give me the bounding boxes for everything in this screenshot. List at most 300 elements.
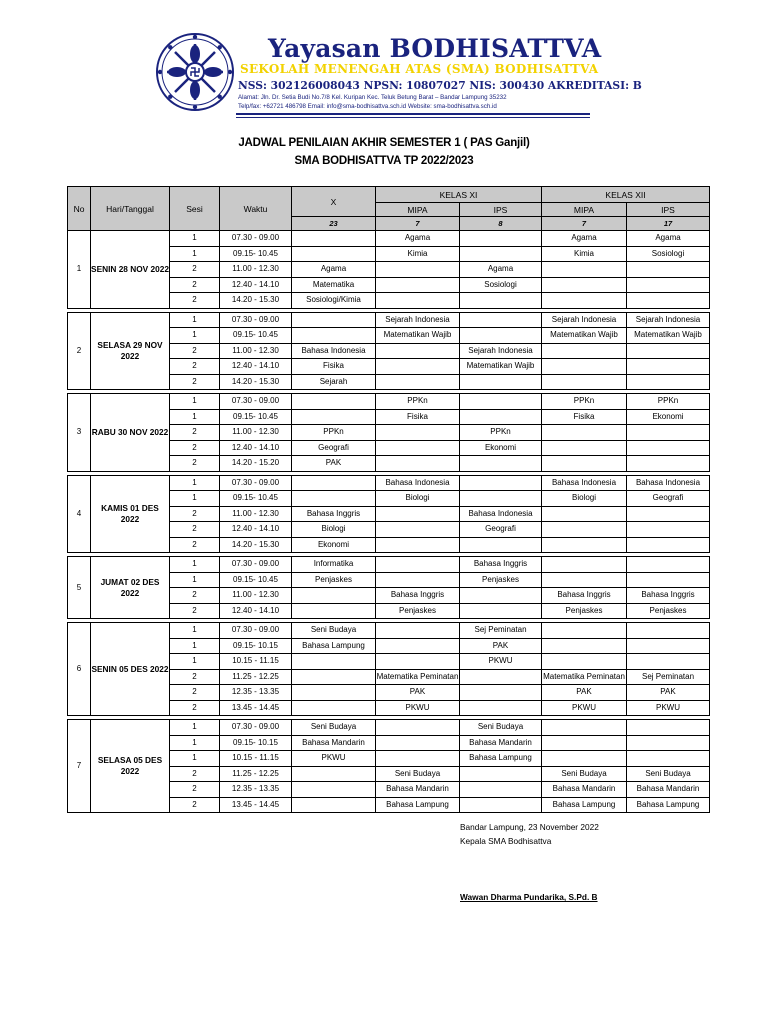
cell-xi-mipa: Bahasa Lampung xyxy=(376,797,460,813)
cell-sesi: 2 xyxy=(170,700,220,716)
cell-class-x: Biologi xyxy=(292,522,376,538)
table-row xyxy=(68,394,710,410)
cell-xi-ips: Matematikan Wajib xyxy=(460,359,542,375)
cell-xi-ips: Sej Peminatan xyxy=(460,623,542,639)
cell-xi-mipa xyxy=(376,638,460,654)
school-address: Alamat: Jln. Dr. Setia Budi No.7/8 Kel. Kuripan Kec. Teluk Betung Barat – Bandar Lampung 35232 xyxy=(238,94,507,101)
cell-xi-mipa: Penjaskes xyxy=(376,603,460,619)
signature-name: Wawan Dharma Pundarika, S.Pd. B xyxy=(460,892,598,902)
cell-waktu: 07.30 - 09.00 xyxy=(220,557,292,573)
cell-xi-ips: Bahasa Mandarin xyxy=(460,735,542,751)
cell-xii-mipa xyxy=(542,572,627,588)
signature-place-date: Bandar Lampung, 23 November 2022 xyxy=(460,822,599,832)
cell-xii-ips: Agama xyxy=(627,231,710,247)
cell-xi-ips: PKWU xyxy=(460,654,542,670)
cell-sesi: 2 xyxy=(170,440,220,456)
cell-sesi: 1 xyxy=(170,654,220,670)
cell-sesi: 2 xyxy=(170,603,220,619)
cell-xii-mipa xyxy=(542,506,627,522)
cell-xii-mipa xyxy=(542,277,627,293)
cell-waktu: 11.25 - 12.25 xyxy=(220,669,292,685)
cell-xi-ips xyxy=(460,374,542,390)
count-xii-ips: 17 xyxy=(627,217,710,231)
cell-xi-mipa: Kimia xyxy=(376,246,460,262)
cell-class-x: Seni Budaya xyxy=(292,623,376,639)
cell-sesi: 2 xyxy=(170,797,220,813)
cell-sesi: 2 xyxy=(170,359,220,375)
cell-class-x: Matematika xyxy=(292,277,376,293)
cell-xi-ips xyxy=(460,797,542,813)
day-date: SENIN 28 NOV 2022 xyxy=(91,231,170,309)
cell-xii-mipa: Bahasa Mandarin xyxy=(542,782,627,798)
cell-waktu: 12.40 - 14.10 xyxy=(220,277,292,293)
cell-xi-mipa xyxy=(376,654,460,670)
cell-class-x xyxy=(292,491,376,507)
cell-xii-ips xyxy=(627,537,710,553)
cell-xi-mipa xyxy=(376,262,460,278)
cell-sesi: 2 xyxy=(170,506,220,522)
cell-waktu: 07.30 - 09.00 xyxy=(220,231,292,247)
cell-xi-mipa: Seni Budaya xyxy=(376,766,460,782)
cell-xi-mipa xyxy=(376,572,460,588)
cell-xi-mipa xyxy=(376,359,460,375)
cell-waktu: 10.15 - 11.15 xyxy=(220,751,292,767)
cell-xi-ips: Penjaskes xyxy=(460,572,542,588)
cell-waktu: 07.30 - 09.00 xyxy=(220,720,292,736)
cell-xii-mipa: Bahasa Inggris xyxy=(542,588,627,604)
cell-sesi: 1 xyxy=(170,557,220,573)
cell-class-x: Informatika xyxy=(292,557,376,573)
cell-sesi: 2 xyxy=(170,685,220,701)
cell-class-x: Ekonomi xyxy=(292,537,376,553)
cell-xii-mipa xyxy=(542,343,627,359)
cell-sesi: 2 xyxy=(170,374,220,390)
day-number: 6 xyxy=(68,623,91,716)
cell-xi-ips xyxy=(460,669,542,685)
cell-xii-ips: Bahasa Lampung xyxy=(627,797,710,813)
table-row xyxy=(68,312,710,328)
day-number: 7 xyxy=(68,720,91,813)
cell-xi-ips xyxy=(460,782,542,798)
cell-waktu: 09.15- 10.45 xyxy=(220,409,292,425)
cell-xi-mipa xyxy=(376,374,460,390)
day-date: KAMIS 01 DES 2022 xyxy=(91,475,170,553)
cell-waktu: 11.25 - 12.25 xyxy=(220,766,292,782)
cell-class-x xyxy=(292,312,376,328)
cell-waktu: 14.20 - 15.30 xyxy=(220,293,292,309)
cell-sesi: 1 xyxy=(170,312,220,328)
cell-class-x xyxy=(292,669,376,685)
cell-xi-mipa: Bahasa Mandarin xyxy=(376,782,460,798)
cell-xi-mipa xyxy=(376,440,460,456)
cell-xi-mipa: Matematika Peminatan xyxy=(376,669,460,685)
cell-waktu: 12.35 - 13.35 xyxy=(220,685,292,701)
exam-schedule-table xyxy=(67,186,710,813)
header-class-x: X xyxy=(292,187,376,217)
cell-sesi: 1 xyxy=(170,409,220,425)
cell-sesi: 1 xyxy=(170,751,220,767)
count-xii-mipa: 7 xyxy=(542,217,627,231)
header-kelas-xii: KELAS XII xyxy=(542,187,710,203)
cell-sesi: 1 xyxy=(170,572,220,588)
cell-xi-ips xyxy=(460,588,542,604)
cell-xii-ips xyxy=(627,343,710,359)
day-date: SELASA 05 DES 2022 xyxy=(91,720,170,813)
cell-sesi: 2 xyxy=(170,588,220,604)
cell-waktu: 09.15- 10.15 xyxy=(220,638,292,654)
cell-class-x: Sosiologi/Kimia xyxy=(292,293,376,309)
cell-xi-ips xyxy=(460,700,542,716)
cell-xii-mipa: Penjaskes xyxy=(542,603,627,619)
cell-xii-ips: Bahasa Inggris xyxy=(627,588,710,604)
cell-xii-mipa xyxy=(542,456,627,472)
cell-class-x: Fisika xyxy=(292,359,376,375)
cell-xi-ips xyxy=(460,491,542,507)
cell-class-x: Geografi xyxy=(292,440,376,456)
header-no: No xyxy=(68,187,91,231)
cell-sesi: 2 xyxy=(170,782,220,798)
cell-xi-ips: Sosiologi xyxy=(460,277,542,293)
header-waktu: Waktu xyxy=(220,187,292,231)
cell-xii-mipa: PAK xyxy=(542,685,627,701)
cell-waktu: 07.30 - 09.00 xyxy=(220,623,292,639)
dharma-wheel-logo-icon xyxy=(155,32,235,112)
day-date: JUMAT 02 DES 2022 xyxy=(91,557,170,619)
cell-xii-mipa xyxy=(542,735,627,751)
cell-xii-mipa: Seni Budaya xyxy=(542,766,627,782)
cell-xi-ips xyxy=(460,246,542,262)
cell-xi-ips xyxy=(460,231,542,247)
cell-xii-ips xyxy=(627,262,710,278)
letterhead-rule-thin xyxy=(236,117,590,118)
cell-xi-mipa xyxy=(376,522,460,538)
cell-xi-mipa xyxy=(376,735,460,751)
cell-waktu: 09.15- 10.45 xyxy=(220,328,292,344)
cell-xi-mipa: Fisika xyxy=(376,409,460,425)
day-number: 4 xyxy=(68,475,91,553)
cell-sesi: 2 xyxy=(170,343,220,359)
cell-sesi: 1 xyxy=(170,735,220,751)
cell-class-x xyxy=(292,797,376,813)
cell-waktu: 14.20 - 15.20 xyxy=(220,456,292,472)
cell-xi-mipa: Bahasa Inggris xyxy=(376,588,460,604)
cell-class-x xyxy=(292,328,376,344)
cell-xii-mipa xyxy=(542,293,627,309)
cell-class-x: Bahasa Mandarin xyxy=(292,735,376,751)
cell-sesi: 2 xyxy=(170,537,220,553)
letterhead-rule xyxy=(236,113,590,115)
cell-class-x: Bahasa Inggris xyxy=(292,506,376,522)
cell-sesi: 1 xyxy=(170,231,220,247)
cell-xi-ips: Geografi xyxy=(460,522,542,538)
cell-xi-ips xyxy=(460,456,542,472)
schedule-body xyxy=(68,231,710,813)
cell-class-x: Bahasa Indonesia xyxy=(292,343,376,359)
cell-xii-mipa xyxy=(542,751,627,767)
cell-sesi: 1 xyxy=(170,623,220,639)
cell-sesi: 2 xyxy=(170,277,220,293)
cell-waktu: 12.40 - 14.10 xyxy=(220,603,292,619)
header-sesi: Sesi xyxy=(170,187,220,231)
cell-class-x: Agama xyxy=(292,262,376,278)
cell-xi-mipa xyxy=(376,343,460,359)
cell-xii-ips xyxy=(627,735,710,751)
cell-xii-ips xyxy=(627,623,710,639)
letterhead xyxy=(0,0,768,125)
cell-xii-mipa xyxy=(542,557,627,573)
cell-xii-ips: Ekonomi xyxy=(627,409,710,425)
cell-class-x xyxy=(292,782,376,798)
cell-xii-ips xyxy=(627,654,710,670)
cell-xi-mipa: PAK xyxy=(376,685,460,701)
cell-sesi: 1 xyxy=(170,491,220,507)
cell-xi-ips: Ekonomi xyxy=(460,440,542,456)
cell-xii-ips xyxy=(627,638,710,654)
cell-xii-ips: PKWU xyxy=(627,700,710,716)
cell-xii-ips: Bahasa Indonesia xyxy=(627,475,710,491)
cell-xii-mipa xyxy=(542,537,627,553)
cell-xi-mipa: PKWU xyxy=(376,700,460,716)
cell-class-x xyxy=(292,685,376,701)
cell-xii-ips: Sejarah Indonesia xyxy=(627,312,710,328)
cell-xii-ips xyxy=(627,572,710,588)
cell-class-x: PAK xyxy=(292,456,376,472)
cell-sesi: 1 xyxy=(170,720,220,736)
cell-class-x xyxy=(292,700,376,716)
cell-waktu: 11.00 - 12.30 xyxy=(220,506,292,522)
cell-xii-mipa: Bahasa Indonesia xyxy=(542,475,627,491)
cell-xi-mipa: Sejarah Indonesia xyxy=(376,312,460,328)
cell-waktu: 09.15- 10.45 xyxy=(220,246,292,262)
day-date: SENIN 05 DES 2022 xyxy=(91,623,170,716)
day-number: 5 xyxy=(68,557,91,619)
table-row xyxy=(68,720,710,736)
cell-waktu: 14.20 - 15.30 xyxy=(220,537,292,553)
cell-xii-mipa: Biologi xyxy=(542,491,627,507)
cell-xii-ips xyxy=(627,506,710,522)
cell-xi-ips xyxy=(460,293,542,309)
cell-xi-ips xyxy=(460,685,542,701)
cell-class-x: Penjaskes xyxy=(292,572,376,588)
cell-xi-mipa xyxy=(376,751,460,767)
cell-sesi: 2 xyxy=(170,522,220,538)
count-x: 23 xyxy=(292,217,376,231)
signature-role: Kepala SMA Bodhisattva xyxy=(460,836,552,846)
header-xii-mipa: MIPA xyxy=(542,203,627,217)
cell-xii-mipa: PKWU xyxy=(542,700,627,716)
cell-xii-mipa xyxy=(542,638,627,654)
cell-waktu: 11.00 - 12.30 xyxy=(220,425,292,441)
cell-xi-mipa: Biologi xyxy=(376,491,460,507)
table-row xyxy=(68,623,710,639)
cell-xii-mipa xyxy=(542,374,627,390)
cell-xi-ips xyxy=(460,475,542,491)
cell-xii-ips: PPKn xyxy=(627,394,710,410)
cell-xi-mipa xyxy=(376,425,460,441)
table-row xyxy=(68,557,710,573)
day-number: 3 xyxy=(68,394,91,472)
cell-waktu: 11.00 - 12.30 xyxy=(220,262,292,278)
cell-xii-mipa xyxy=(542,359,627,375)
cell-waktu: 07.30 - 09.00 xyxy=(220,394,292,410)
cell-xi-ips xyxy=(460,328,542,344)
header-xii-ips: IPS xyxy=(627,203,710,217)
cell-xii-ips xyxy=(627,374,710,390)
cell-xii-ips: PAK xyxy=(627,685,710,701)
cell-sesi: 1 xyxy=(170,328,220,344)
cell-xii-mipa xyxy=(542,654,627,670)
cell-xii-mipa: Kimia xyxy=(542,246,627,262)
cell-sesi: 2 xyxy=(170,262,220,278)
table-row xyxy=(68,231,710,247)
cell-xii-mipa: Matematikan Wajib xyxy=(542,328,627,344)
school-identifiers: NSS: 302126008043 NPSN: 10807027 NIS: 300430 AKREDITASI: B xyxy=(238,79,642,92)
cell-xii-mipa xyxy=(542,623,627,639)
cell-xii-ips: Sosiologi xyxy=(627,246,710,262)
cell-xii-ips: Penjaskes xyxy=(627,603,710,619)
cell-class-x xyxy=(292,231,376,247)
cell-xii-ips: Bahasa Mandarin xyxy=(627,782,710,798)
cell-xi-ips xyxy=(460,537,542,553)
cell-xi-mipa xyxy=(376,537,460,553)
cell-sesi: 2 xyxy=(170,456,220,472)
cell-xii-ips xyxy=(627,440,710,456)
document-subtitle: SMA BODHISATTVA TP 2022/2023 xyxy=(294,155,474,167)
cell-xii-ips: Sej Peminatan xyxy=(627,669,710,685)
cell-class-x: Sejarah xyxy=(292,374,376,390)
cell-waktu: 12.40 - 14.10 xyxy=(220,359,292,375)
cell-xii-ips xyxy=(627,277,710,293)
cell-xi-ips: Bahasa Inggris xyxy=(460,557,542,573)
cell-xii-mipa xyxy=(542,262,627,278)
cell-xi-mipa: Agama xyxy=(376,231,460,247)
count-xi-mipa: 7 xyxy=(376,217,460,231)
cell-sesi: 1 xyxy=(170,475,220,491)
cell-sesi: 1 xyxy=(170,638,220,654)
day-number: 2 xyxy=(68,312,91,390)
cell-xi-mipa xyxy=(376,293,460,309)
cell-xii-ips xyxy=(627,456,710,472)
cell-sesi: 1 xyxy=(170,246,220,262)
cell-xii-ips xyxy=(627,293,710,309)
cell-class-x xyxy=(292,766,376,782)
cell-xi-mipa xyxy=(376,456,460,472)
cell-xii-ips xyxy=(627,557,710,573)
school-contact: Telp/fax: +62721 486798 Email: info@sma-bodhisattva.sch.id Website: sma-bodhisattva.sch.id xyxy=(238,103,497,110)
cell-xi-ips xyxy=(460,409,542,425)
cell-xii-ips xyxy=(627,720,710,736)
cell-xii-mipa xyxy=(542,440,627,456)
header-xi-ips: IPS xyxy=(460,203,542,217)
cell-class-x: Seni Budaya xyxy=(292,720,376,736)
cell-waktu: 13.45 - 14.45 xyxy=(220,700,292,716)
cell-class-x xyxy=(292,475,376,491)
cell-xii-ips: Seni Budaya xyxy=(627,766,710,782)
cell-waktu: 12.35 - 13.35 xyxy=(220,782,292,798)
count-xi-ips: 8 xyxy=(460,217,542,231)
organization-name: Yayasan BODHISATTVA xyxy=(268,34,602,63)
cell-xi-mipa xyxy=(376,720,460,736)
day-date: RABU 30 NOV 2022 xyxy=(91,394,170,472)
document-title: JADWAL PENILAIAN AKHIR SEMESTER 1 ( PAS Ganjil) xyxy=(238,137,530,149)
cell-xi-mipa xyxy=(376,277,460,293)
cell-class-x xyxy=(292,246,376,262)
cell-xii-ips xyxy=(627,425,710,441)
cell-xii-mipa: PPKn xyxy=(542,394,627,410)
cell-class-x: Bahasa Lampung xyxy=(292,638,376,654)
cell-xii-ips xyxy=(627,522,710,538)
cell-xi-ips xyxy=(460,312,542,328)
cell-sesi: 2 xyxy=(170,766,220,782)
cell-xi-ips: Sejarah Indonesia xyxy=(460,343,542,359)
cell-xii-mipa xyxy=(542,522,627,538)
cell-waktu: 09.15- 10.45 xyxy=(220,572,292,588)
cell-xii-ips: Geografi xyxy=(627,491,710,507)
cell-xi-mipa: PPKn xyxy=(376,394,460,410)
cell-xi-ips: PPKn xyxy=(460,425,542,441)
cell-xi-ips: Bahasa Lampung xyxy=(460,751,542,767)
cell-xii-mipa xyxy=(542,720,627,736)
cell-xii-ips xyxy=(627,359,710,375)
header-kelas-xi: KELAS XI xyxy=(376,187,542,203)
cell-xii-mipa: Agama xyxy=(542,231,627,247)
cell-xii-ips: Matematikan Wajib xyxy=(627,328,710,344)
cell-xi-mipa: Matematikan Wajib xyxy=(376,328,460,344)
cell-waktu: 13.45 - 14.45 xyxy=(220,797,292,813)
cell-xi-ips xyxy=(460,603,542,619)
cell-sesi: 2 xyxy=(170,425,220,441)
cell-class-x xyxy=(292,394,376,410)
cell-sesi: 2 xyxy=(170,669,220,685)
cell-class-x xyxy=(292,588,376,604)
cell-xii-mipa: Sejarah Indonesia xyxy=(542,312,627,328)
cell-xi-mipa xyxy=(376,623,460,639)
school-name: SEKOLAH MENENGAH ATAS (SMA) BODHISATTVA xyxy=(240,62,599,76)
header-xi-mipa: MIPA xyxy=(376,203,460,217)
cell-waktu: 11.00 - 12.30 xyxy=(220,343,292,359)
cell-sesi: 1 xyxy=(170,394,220,410)
cell-xi-mipa: Bahasa Indonesia xyxy=(376,475,460,491)
cell-class-x: PPKn xyxy=(292,425,376,441)
cell-class-x xyxy=(292,654,376,670)
cell-xi-ips: Bahasa Indonesia xyxy=(460,506,542,522)
cell-class-x xyxy=(292,603,376,619)
cell-waktu: 07.30 - 09.00 xyxy=(220,312,292,328)
cell-waktu: 12.40 - 14.10 xyxy=(220,440,292,456)
cell-xi-mipa xyxy=(376,557,460,573)
header-day: Hari/Tanggal xyxy=(91,187,170,231)
table-row xyxy=(68,475,710,491)
cell-waktu: 09.15- 10.15 xyxy=(220,735,292,751)
cell-waktu: 07.30 - 09.00 xyxy=(220,475,292,491)
cell-class-x: PKWU xyxy=(292,751,376,767)
day-date: SELASA 29 NOV 2022 xyxy=(91,312,170,390)
cell-xi-ips: PAK xyxy=(460,638,542,654)
cell-xi-ips: Seni Budaya xyxy=(460,720,542,736)
cell-sesi: 2 xyxy=(170,293,220,309)
cell-waktu: 09.15- 10.45 xyxy=(220,491,292,507)
cell-xi-ips xyxy=(460,766,542,782)
day-number: 1 xyxy=(68,231,91,309)
cell-xii-mipa xyxy=(542,425,627,441)
cell-waktu: 12.40 - 14.10 xyxy=(220,522,292,538)
cell-waktu: 14.20 - 15.30 xyxy=(220,374,292,390)
cell-class-x xyxy=(292,409,376,425)
cell-xii-mipa: Matematika Peminatan xyxy=(542,669,627,685)
cell-waktu: 10.15 - 11.15 xyxy=(220,654,292,670)
cell-xi-ips: Agama xyxy=(460,262,542,278)
cell-xii-mipa: Bahasa Lampung xyxy=(542,797,627,813)
